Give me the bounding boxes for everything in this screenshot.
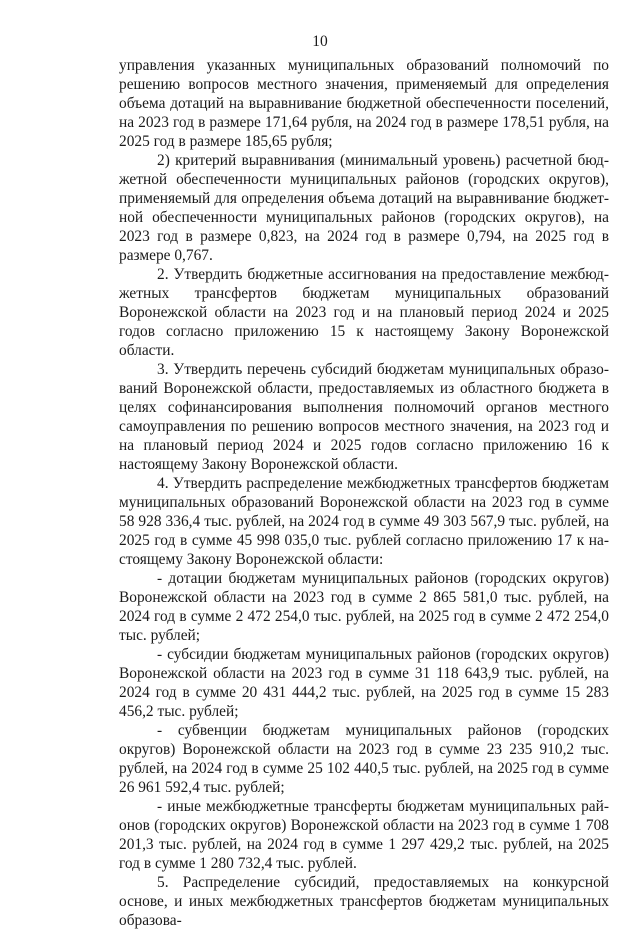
paragraph-item-2: 2. Утвердить бюджетные ассигнования на предоставление межбюджетных трансфертов бюджетам муниципальных образований Воронежской области на 2023 год и на плановый период 2024 и 2025 годов согласно приложению 15 к настоящему Закону Воронежской области. (119, 266, 609, 359)
document-body (119, 56, 609, 930)
paragraph-continuation: управления указанных муниципальных образований полномочий по решению вопросов местного значения, применяемый для определения объема дотаций на выравнивание бюджетной обеспеченности поселений, на 2023 год в размере 171,64 рубля, на 2024 год в размере 178,51 рубля, на 2025 год в размере 185,65 рубля; (119, 57, 609, 150)
paragraph-item-5: 5. Распределение субсидий, предоставляемых на конкурсной основе, и иных межбюджетных трансфертов бюджетам муниципальных образова- (119, 874, 609, 929)
paragraph-criterion-2: 2) критерий выравнивания (минимальный уровень) расчетной бюджетной обеспеченности муниципальных районов (городских округов), применяемый для определения объема дотаций на выравнивание бюджетной обеспеченности муниципальных районов (городских округов), на 2023 год в размере 0,823, на 2024 год в размере 0,794, на 2025 год в размере 0,767. (119, 152, 609, 264)
list-item-subsidies: - субсидии бюджетам муниципальных районов (городских округов) Воронежской области на 2023 год в сумме 31 118 643,9 тыс. рублей, на 2024 год в сумме 20 431 444,2 тыс. рублей, на 2025 год в сумме 15 283 456,2 тыс. рублей; (119, 646, 609, 720)
list-item-dotations: - дотации бюджетам муниципальных районов (городских округов) Воронежской области на 2023 год в сумме 2 865 581,0 тыс. рублей, на 2024 год в сумме 2 472 254,0 тыс. рублей, на 2025 год в сумме 2 472 254,0 тыс. рублей; (119, 570, 609, 644)
list-item-subventions: - субвенции бюджетам муниципальных районов (городских округов) Воронежской области на 2023 год в сумме 23 235 910,2 тыс. рублей, на 2024 год в сумме 25 102 440,5 тыс. рублей, на 2025 год в сумме 26 961 592,4 тыс. рублей; (119, 722, 609, 796)
list-item-other-transfers: - иные межбюджетные трансферты бюджетам муниципальных районов (городских округов) Воронежской области на 2023 год в сумме 1 708 201,3 тыс. рублей, на 2024 год в сумме 1 297 429,2 тыс. рублей, на 2025 год в сумме 1 280 732,4 тыс. рублей. (119, 798, 609, 872)
paragraph-item-4: 4. Утвердить распределение межбюджетных трансфертов бюджетам муниципальных образований Воронежской области на 2023 год в сумме 58 928 336,4 тыс. рублей, на 2024 год в сумме 49 303 567,9 тыс. рублей, на 2025 год в сумме 45 998 035,0 тыс. рублей согласно приложению 17 к настоящему Закону Воронежской области: (119, 475, 609, 568)
page-number: 10 (312, 33, 328, 50)
paragraph-item-3: 3. Утвердить перечень субсидий бюджетам муниципальных образований Воронежской области, предоставляемых из областного бюджета в целях софинансирования выполнения полномочий органов местного самоуправления по решению вопросов местного значения, на 2023 год и на плановый период 2024 и 2025 годов согласно приложению 16 к настоящему Закону Воронежской области. (119, 361, 609, 473)
